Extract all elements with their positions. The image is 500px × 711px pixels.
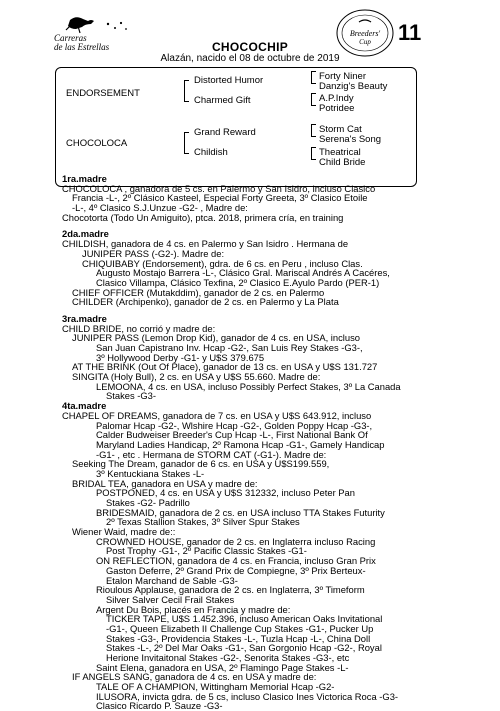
bracket	[311, 71, 316, 84]
text-line: TALE OF A CHAMPION, Wittingham Memorial Hcap -G2-	[96, 681, 335, 693]
text-line: CHILD BRIDE, no corrió y madre de:	[62, 322, 216, 334]
section-heading: 3ra.madre	[62, 312, 107, 324]
text-line: San Juan Capistrano Inv. Hcap -G2-, San Luis Rey Stakes -G3-,	[96, 342, 363, 353]
family-history	[62, 174, 494, 711]
svg-text:Cup: Cup	[359, 38, 371, 46]
pedigree-sire: ENDORSEMENT	[66, 88, 140, 99]
pedigree-sds: A.P.Indy	[319, 93, 354, 104]
text-line: CHAPEL OF DREAMS, ganadora de 7 cs. en USA y U$S 643.912, incluso	[62, 409, 372, 421]
text-line: JUNIPER PASS (-G2-). Madre de:	[82, 247, 225, 259]
text-line: -G1- , etc . Hermana de STORM CAT (-G1-). Madre de:	[96, 448, 327, 460]
pedigree-box	[55, 67, 417, 187]
pedigree-dss: Storm Cat	[319, 124, 362, 135]
bracket	[184, 132, 189, 154]
horse-subtitle: Alazán, nacido el 08 de octubre de 2019	[160, 53, 340, 64]
pedigree-dds: Theatrical	[319, 147, 361, 158]
svg-text:Carreras: Carreras	[54, 33, 87, 43]
text-line: Palomar Hcap -G2-, Wlshire Hcap -G2-, Golden Poppy Hcap -G3-,	[96, 419, 373, 431]
text-line: LEMOONA, 4 cs. en USA, incluso Possibly Perfect Stakes, 3º La Canada	[96, 380, 401, 392]
text-line: Etalon Marchand de Sable -G3-	[106, 574, 238, 586]
text-line: -L-, 4º Clasico S.J.Unzue -G2- , Madre de:	[72, 202, 248, 214]
spacer	[62, 307, 494, 314]
text-line: Calder Budweiser Breeder's Cup Hcap -L-, First National Bank Of	[96, 429, 368, 441]
text-line: Saint Elena, ganadora en USA, 2º Flamingo Page Stakes -L-	[96, 661, 349, 673]
text-line: Francia -L-, 2º Clásico Kasteel, Especial Forty Greeta, 3º Clasico Etoile	[72, 192, 368, 204]
text-line: AT THE BRINK (Out Of Place), ganador de 13 cs. en USA y U$S 131.727	[72, 361, 378, 373]
text-line: POSTPONED, 4 cs. en USA y U$S 312332, incluso Peter Pan	[96, 487, 355, 499]
text-line: Rioulous Applause, ganadora de 2 cs. en Inglaterra, 3º Timeform	[96, 584, 365, 596]
text-line: CROWNED HOUSE, ganador de 2 cs. en Inglaterra incluso Racing	[96, 535, 376, 547]
pedigree-sire-sire: Distorted Humor	[194, 75, 264, 86]
text-line: Stakes -G3-	[106, 390, 157, 402]
text-line: 3º Hollywood Derby -G1- y U$S 379.675	[96, 351, 265, 363]
text-line: Post Trophy -G1-, 2º Pacific Classic Stakes -G1-	[106, 545, 307, 557]
text-line: Stakes -L-, 2º Del Mar Oaks -G1-, San Gorgonio Hcap -G2-, Royal	[106, 642, 382, 654]
spacer	[62, 222, 494, 229]
text-line: Wiener Waid, madre de::	[72, 526, 176, 538]
svg-text:Breeders': Breeders'	[349, 29, 381, 38]
text-line: CHIEF OFFICER (Mutakddim), ganador de 2 cs. en Palermo	[72, 286, 325, 298]
text-line: CHOCOLOCA , ganadora de 5 cs. en Palermo y San Isidro, incluso Clasico	[62, 182, 376, 194]
bracket	[311, 124, 316, 137]
text-line: BRIDESMAID, ganadora de 2 cs. en USA incluso TTA Stakes Futurity	[96, 506, 385, 518]
pedigree-dsd: Serena's Song	[319, 134, 382, 145]
bracket	[311, 147, 316, 160]
horse-name: CHOCOCHIP	[211, 40, 289, 54]
text-line: Gaston Deferre, 2º Grand Prix de Compiegne, 3º Prix Berteux-	[106, 564, 366, 576]
text-line: Augusto Mostajo Barrera -L-, Clásico Gral. Mariscal Andrés A Cacéres,	[96, 267, 390, 279]
pedigree-dam-sire: Grand Reward	[194, 127, 256, 138]
bracket	[184, 80, 189, 102]
pedigree-sss: Forty Niner	[319, 71, 366, 82]
text-line: JUNIPER PASS (Lemon Drop Kid), ganador de 4 cs. en USA, incluso	[72, 332, 360, 344]
text-line: Clasico Ricardo P. Sauze -G3-	[96, 700, 223, 711]
text-line: Seeking The Dream, ganador de 6 cs. en USA y U$S199.559,	[72, 458, 330, 470]
bracket	[311, 93, 316, 106]
pedigree-ssd: Danzig's Beauty	[319, 81, 388, 92]
pedigree-dam: CHOCOLOCA	[66, 138, 128, 149]
text-line: CHIQUIBABY (Endorsement), gdra. de 6 cs. en Peru , incluso Clas.	[82, 257, 363, 269]
text-line: ILUSORA, invicta gdra. de 5 cs, incluso Clasico Ines Victorica Roca -G3-	[96, 690, 399, 702]
text-line: IF ANGELS SANG, ganadora de 4 cs. en USA y madre de:	[72, 671, 317, 683]
text-line: Clasico Villampa, Clásico Texfina, 2º Clasico E.Ayulo Pardo (PER-1)	[96, 276, 380, 288]
text-line: Argent Du Bois, placés en Francia y madre de:	[96, 603, 291, 615]
section-heading: 1ra.madre	[62, 173, 107, 184]
section-heading: 4ta.madre	[62, 400, 107, 412]
text-line: 3º Kentuckiana Stakes -L-	[96, 467, 205, 479]
text-line: Stakes -G3-, Providencia Stakes -L-, Tuzla Hcap -L-, China Doll	[106, 632, 371, 644]
text-line: Chocotorta (Todo Un Amiguito), ptca. 2018, primera cría, en training	[62, 211, 344, 223]
text-line: ON REFLECTION, ganadora de 4 cs. en Francia, incluso Gran Prix	[96, 555, 376, 567]
text-line: TICKER TAPE, U$S 1.452.396, incluso American Oaks Invitational	[106, 613, 383, 625]
lot-number: 11	[398, 20, 422, 45]
text-line: CHILDER (Archipenko), ganador de 2 cs. en Palermo y La Plata	[72, 296, 339, 308]
pedigree-sdd: Potridee	[319, 103, 355, 114]
text-line: Maryland Ladies Handicap, 2º Ramona Hcap -G1-, Gamely Handicap	[96, 438, 385, 450]
pedigree-sire-dam: Charmed Gift	[194, 95, 251, 106]
pedigree-ddd: Child Bride	[319, 157, 366, 168]
pedigree-dam-dam: Childish	[194, 147, 228, 158]
text-line: Silver Salver Cecil Frail Stakes	[106, 593, 235, 605]
text-line: Herione Invitaitonal Stakes -G2-, Senorita Stakes -G3-, etc	[106, 652, 350, 663]
text-line: Stakes -G2- Padrillo	[106, 497, 190, 508]
text-line: 2º Texas Stallion Stakes, 3º Silver Spur Stakes	[106, 516, 300, 528]
text-line: BRIDAL TEA, ganadora en USA y madre de:	[72, 477, 258, 489]
text-line: SINGITA (Holy Bull), 2 cs. en USA y U$S 55.660. Madre de:	[72, 371, 321, 383]
section-heading: 2da.madre	[62, 228, 109, 240]
svg-text:de las Estrellas: de las Estrellas	[54, 42, 110, 52]
text-line: -G1-, Queen Elizabeth II Challenge Cup Stakes -G1-, Pucker Up	[106, 622, 374, 634]
text-line: CHILDISH, ganadora de 4 cs. en Palermo y San Isidro . Hermana de	[62, 238, 349, 250]
